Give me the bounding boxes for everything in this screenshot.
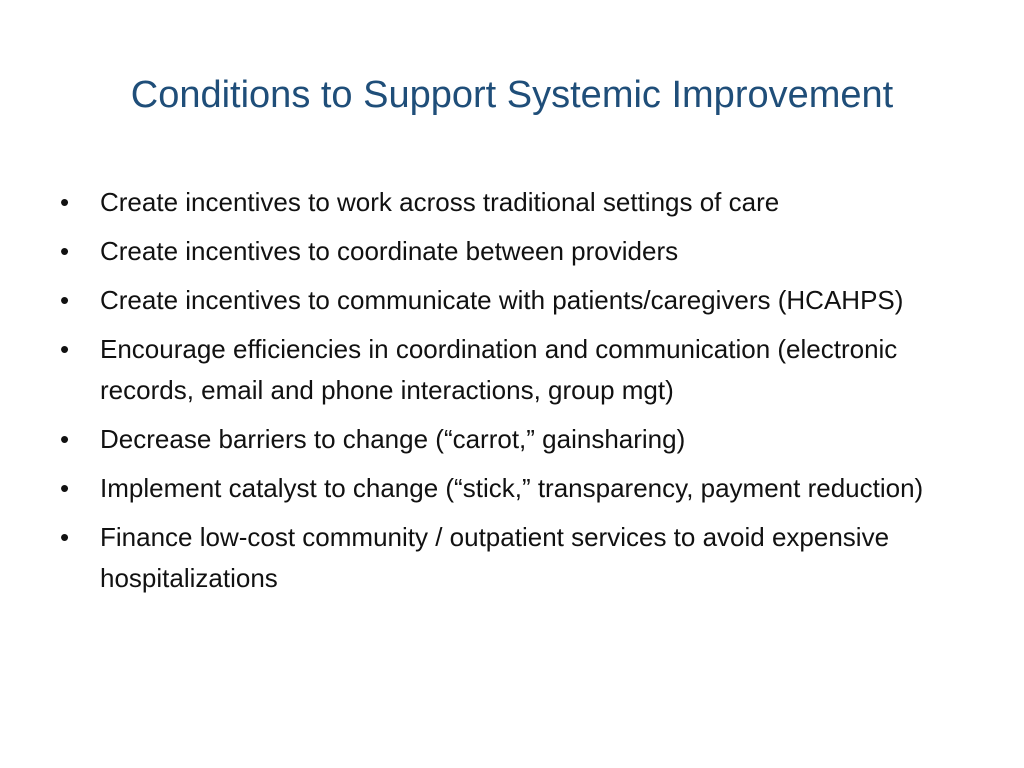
bullet-text: Finance low-cost community / outpatient services to avoid expensive hospitalizations bbox=[100, 522, 890, 593]
bullet-item bbox=[58, 468, 968, 509]
bullet-icon: • bbox=[60, 473, 70, 503]
bullet-text: Decrease barriers to change (“carrot,” gainsharing) bbox=[100, 424, 686, 454]
bullet-text: Create incentives to communicate with patients/caregivers (HCAHPS) bbox=[100, 285, 904, 315]
bullet-text: Implement catalyst to change (“stick,” transparency, payment reduction) bbox=[100, 473, 924, 503]
bullet-item bbox=[58, 182, 968, 223]
bullet-item bbox=[58, 280, 968, 321]
bullet-icon: • bbox=[60, 334, 70, 364]
bullet-text: Encourage efficiencies in coordination and communication (electronic records, email and phone interactions, group mgt) bbox=[100, 334, 898, 405]
bullet-item bbox=[58, 517, 968, 599]
slide-title: Conditions to Support Systemic Improvement bbox=[130, 74, 894, 116]
bullet-text: Create incentives to work across traditional settings of care bbox=[100, 187, 780, 217]
bullet-icon: • bbox=[60, 236, 70, 266]
bullet-icon: • bbox=[60, 424, 70, 454]
bullet-icon: • bbox=[60, 285, 70, 315]
bullet-item bbox=[58, 329, 968, 411]
bullet-item bbox=[58, 419, 968, 460]
bullet-list bbox=[58, 182, 968, 607]
bullet-icon: • bbox=[60, 522, 70, 552]
bullet-item bbox=[58, 231, 968, 272]
bullet-text: Create incentives to coordinate between providers bbox=[100, 236, 679, 266]
bullet-icon: • bbox=[60, 187, 70, 217]
